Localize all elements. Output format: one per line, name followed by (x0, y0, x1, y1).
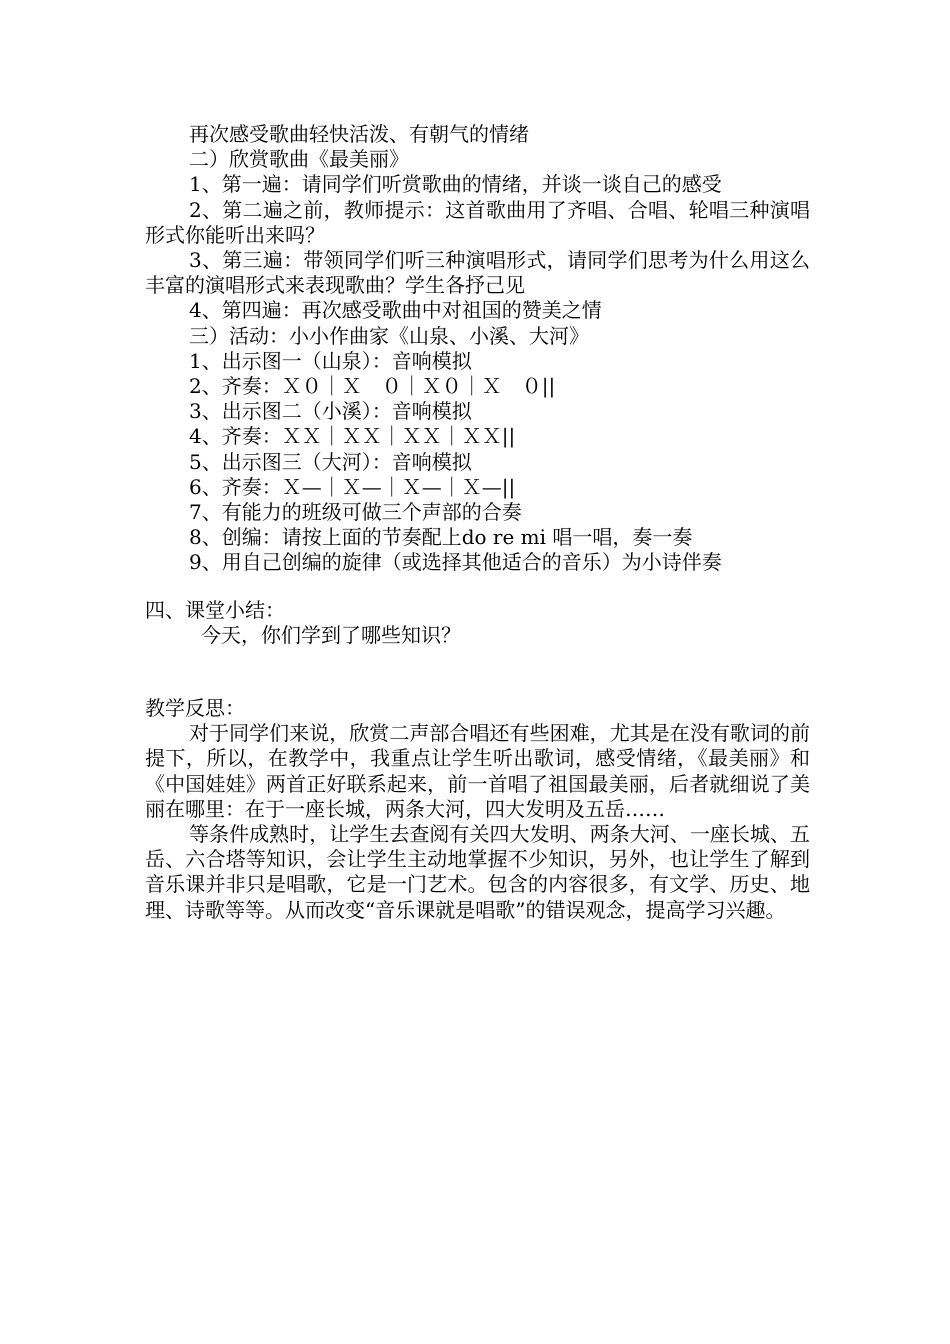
step-paragraph: 3、第三遍：带领同学们听三种演唱形式，请同学们思考为什么用这么丰富的演唱形式来表现歌曲？学生各抒己见 (145, 248, 810, 298)
step-line: 9、用自己创编的旋律（或选择其他适合的音乐）为小诗伴奏 (189, 550, 722, 575)
summary-question: 今天，你们学到了哪些知识？ (201, 622, 461, 647)
spacer (145, 648, 810, 696)
step-line: 7、有能力的班级可做三个声部的合奏 (189, 500, 522, 525)
step-line: 5、出示图三（大河）：音响模拟 (189, 449, 472, 474)
summary-section (145, 598, 810, 648)
step-line: 3、出示图二（小溪）：音响模拟 (189, 399, 472, 424)
document-page (145, 122, 810, 923)
step-line: 4、第四遍：再次感受歌曲中对祖国的赞美之情 (189, 298, 602, 323)
reflection-paragraph: 对于同学们来说，欣赏二声部合唱还有些困难，尤其是在没有歌词的前提下，所以，在教学中，我重点让学生听出歌词，感受情绪，《最美丽》和《中国娃娃》两首正好联系起来，前一首唱了祖国最美丽，后者就细说了美丽在哪里：在于一座长城，两条大河，四大发明及五岳…… (145, 721, 810, 821)
reflection-paragraph: 等条件成熟时，让学生去查阅有关四大发明、两条大河、一座长城、五岳、六合塔等知识，会让学生主动地掌握不少知识，另外，也让学生了解到音乐课并非只是唱歌，它是一门艺术。包含的内容很多，有文学、历史、地理、诗歌等等。从而改变“音乐课就是唱歌”的错误观念，提高学习兴趣。 (145, 822, 810, 922)
step-line: 1、出示图一（山泉）：音响模拟 (189, 348, 472, 373)
rhythm-line: 2、齐奏：Ｘ０｜Ｘ ０｜Ｘ０｜Ｘ ０|| (189, 374, 556, 399)
step-line: 1、第一遍：请同学们听赏歌曲的情绪，并谈一谈自己的感受 (189, 172, 722, 197)
section-heading: 教学反思： (145, 696, 245, 721)
section-heading: 四、课堂小结： (145, 597, 285, 622)
spacer (145, 576, 810, 598)
subsection-heading: 三）活动：小小作曲家《山泉、小溪、大河》 (189, 323, 589, 348)
lesson-steps (145, 122, 810, 576)
subsection-heading: 二）欣赏歌曲《最美丽》 (189, 147, 409, 172)
rhythm-line: 6、齐奏：Ｘ—｜Ｘ—｜Ｘ—｜Ｘ—|| (189, 474, 516, 499)
text-line: 再次感受歌曲轻快活泼、有朝气的情绪 (189, 122, 529, 146)
rhythm-line: 4、齐奏：ＸＸ｜ＸＸ｜ＸＸ｜ＸＸ|| (189, 424, 516, 449)
step-line: 8、创编：请按上面的节奏配上do re mi 唱一唱，奏一奏 (189, 525, 693, 550)
step-paragraph: 2、第二遍之前，教师提示：这首歌曲用了齐唱、合唱、轮唱三种演唱形式你能听出来吗？ (145, 197, 810, 247)
reflection-section (145, 696, 810, 923)
